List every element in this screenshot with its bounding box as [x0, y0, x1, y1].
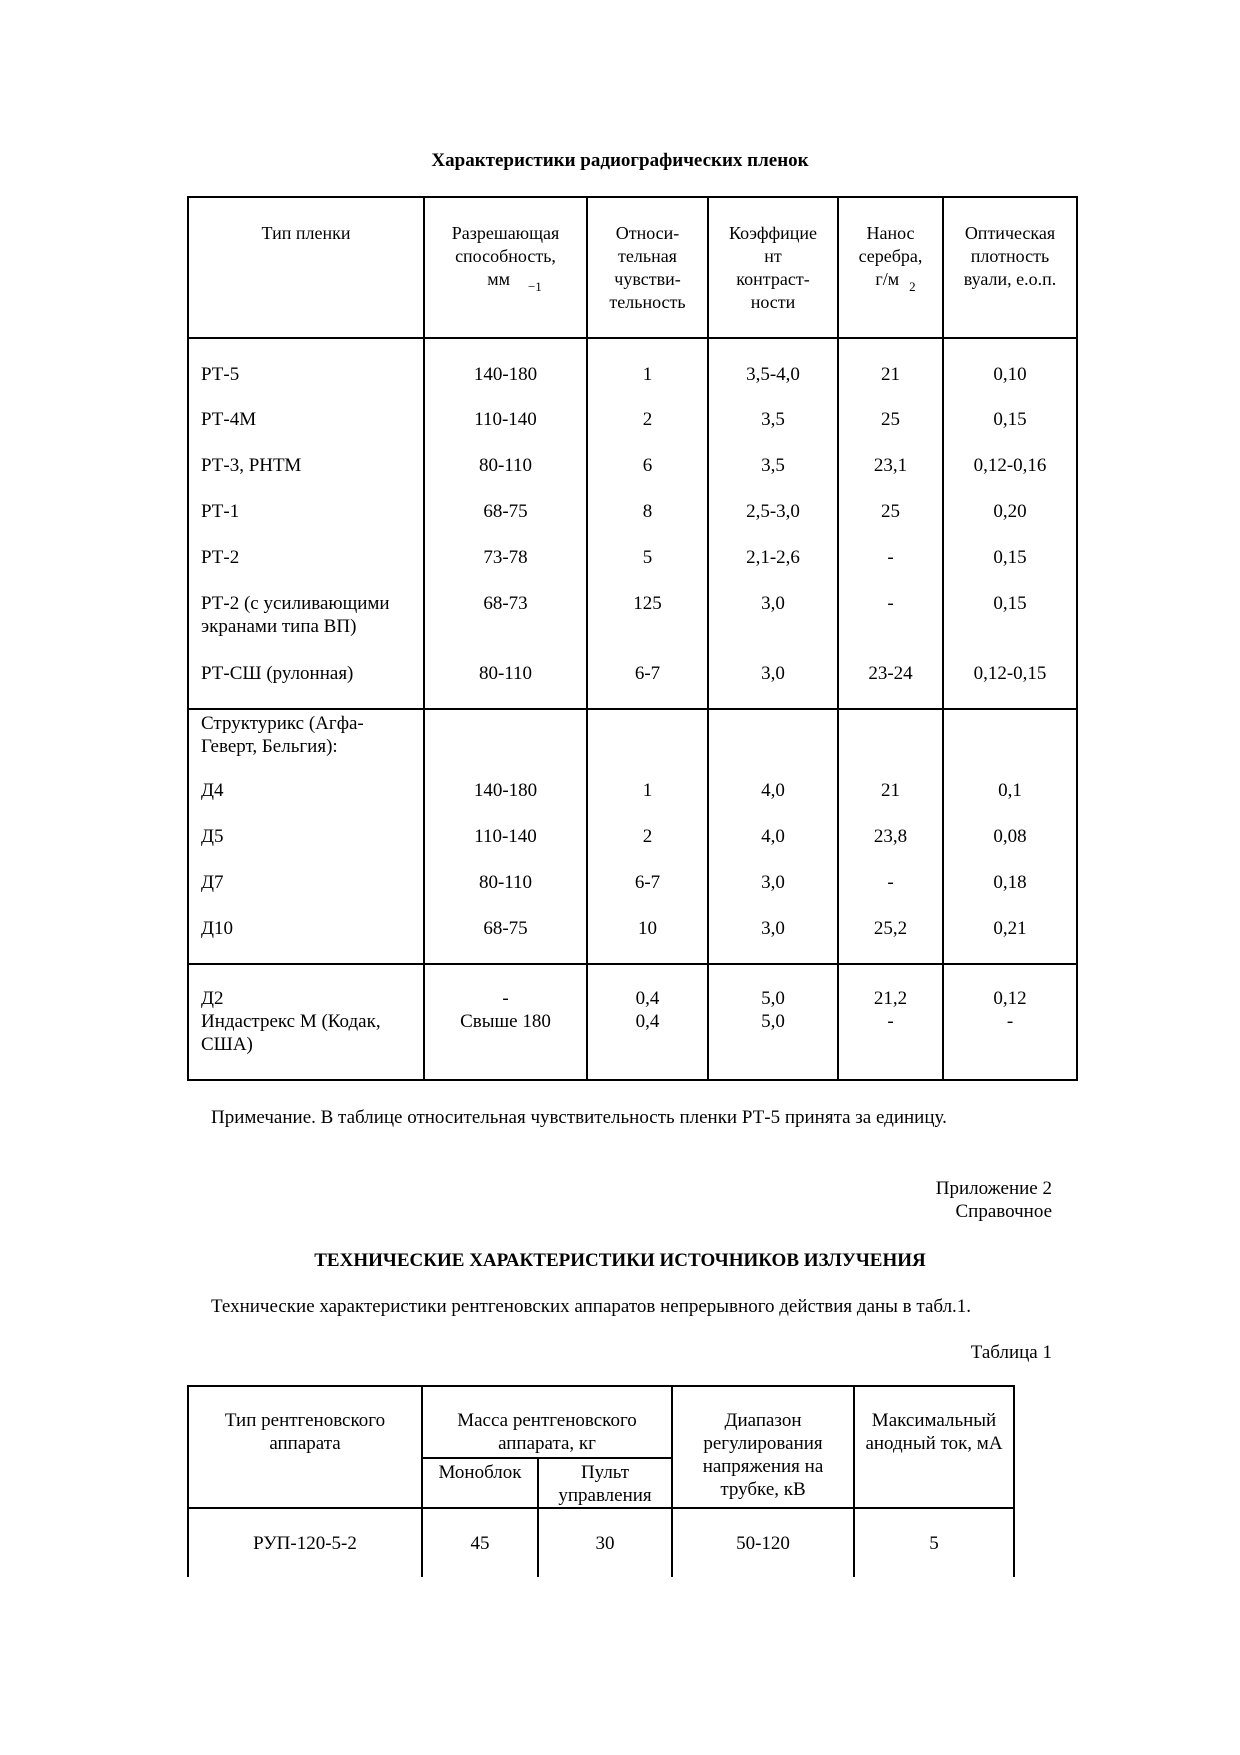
header-device-type: Тип рентгеновского аппарата [188, 1386, 422, 1508]
table-header-row [188, 1386, 1014, 1458]
appendix-label: Приложение 2 Справочное [935, 1178, 1052, 1222]
table-row: Д5 110-140 2 4,0 23,8 0,08 [188, 825, 1077, 871]
unit-superscript: −1 [527, 279, 542, 294]
header-silver: Нанос серебра, г/м $^2$ [838, 197, 943, 338]
table-row: РТ-1 68-75 8 2,5-3,0 25 0,20 [188, 500, 1077, 546]
table-row: Д4 140-180 1 4,0 21 0,1 [188, 779, 1077, 825]
header-fog-density: Оптическая плотность вуали, е.о.п. [943, 197, 1077, 338]
header-sensitivity: Относи- тельная чувстви- тельность [587, 197, 708, 338]
film-characteristics-table [187, 196, 1078, 1081]
xray-devices-table [187, 1385, 1015, 1577]
header-control-panel: Пульт управления [538, 1458, 672, 1508]
header-contrast: Коэффицие нт контраст- ности [708, 197, 838, 338]
table-number: Таблица 1 [970, 1342, 1052, 1363]
table-row: Д10 68-75 10 3,0 25,2 0,21 [188, 917, 1077, 964]
table-row: РТ-СШ (рулонная) 80-110 6-7 3,0 23-24 0,12-0,15 [188, 662, 1077, 709]
table-header-row [188, 197, 1077, 338]
header-monoblock: Моноблок [422, 1458, 538, 1508]
table-row: РТ-4М 110-140 2 3,5 25 0,15 [188, 408, 1077, 454]
table-note: Примечание. В таблице относительная чувствительность пленки РТ-5 принята за единицу. [211, 1107, 947, 1128]
table1-title: Характеристики радиографических пленок [431, 150, 809, 171]
intro-paragraph: Технические характеристики рентгеновских аппаратов непрерывного действия даны в табл.1. [211, 1296, 972, 1317]
header-mass: Масса рентгеновского аппарата, кг [422, 1386, 672, 1458]
header-resolution: Разрешающая способность, мм $^{-1}$ [424, 197, 587, 338]
header-film-type: Тип пленки [188, 197, 424, 338]
table-row: РТ-2 73-78 5 2,1-2,6 - 0,15 [188, 546, 1077, 592]
header-max-current: Максимальный анодный ток, мА [854, 1386, 1014, 1508]
section-title: ТЕХНИЧЕСКИЕ ХАРАКТЕРИСТИКИ ИСТОЧНИКОВ ИЗЛУЧЕНИЯ [314, 1250, 926, 1271]
table-row: РТ-3, РНТМ 80-110 6 3,5 23,1 0,12-0,16 [188, 454, 1077, 500]
group-label: Структурикс (Агфа-Геверт, Бельгия): [188, 709, 424, 779]
table-row: РУП-120-5-2 45 30 50-120 5 [188, 1508, 1014, 1577]
table-row: Д7 80-110 6-7 3,0 - 0,18 [188, 871, 1077, 917]
table-row: РТ-2 (с усиливающими экранами типа ВП) 68-73 125 3,0 - 0,15 [188, 592, 1077, 662]
table-group-row [188, 709, 1077, 779]
table-row: Д2 Индастрекс М (Кодак, США) - Свыше 180 0,4 0,4 5,0 5,0 21,2 - 0,12 - [188, 964, 1077, 1080]
header-voltage-range: Диапазон регулирования напряжения на трубке, кВ [672, 1386, 854, 1508]
table-row: РТ-5 140-180 1 3,5-4,0 21 0,10 [188, 338, 1077, 408]
unit-superscript: 2 [909, 279, 916, 294]
